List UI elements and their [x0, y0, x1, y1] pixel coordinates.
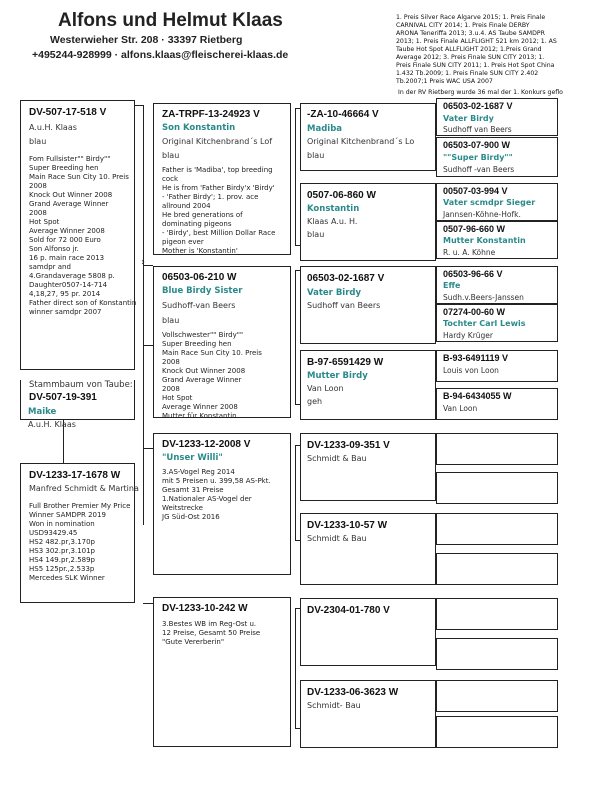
results-line: Taube Hot Spot ALLFLIGHT 2012; 1.Preis Grand — [396, 46, 542, 53]
sire-note: Grand Average Winner — [29, 200, 109, 208]
sire-dam-owner: Sudhoff-van Beers — [162, 301, 236, 310]
dam-note: HS2 482.pr,3.170p — [29, 538, 96, 546]
gen4-owner: R. u. A. Köhne — [443, 248, 496, 257]
rv-note: In der RV Rietberg wurde 36 mal der 1. Konkurs geflo — [398, 89, 563, 96]
sire-note: 2008 — [29, 209, 47, 217]
sire-note: Knock Out Winner 2008 — [29, 191, 113, 199]
dam-sire-ring: DV-1233-12-2008 V — [162, 439, 251, 450]
empty-ancestor-box[interactable] — [436, 472, 558, 504]
dds-box[interactable] — [300, 598, 436, 666]
gen4-ring: 0507-96-660 W — [443, 224, 506, 234]
sss-name: Madiba — [307, 124, 343, 134]
gen4-owner: Van Loon — [443, 404, 478, 413]
dam-dam-note: "Gute Vererberin" — [162, 638, 225, 646]
dam-note: Mercedes SLK Winner — [29, 574, 105, 582]
sire-sire-note: pigeon ever — [162, 238, 204, 246]
sdd-owner: Van Loon — [307, 384, 344, 393]
dam-sire-note: 3.AS-Vogel Reg 2014 — [162, 468, 235, 476]
sire-note: Daughter0507-14-714 — [29, 281, 108, 289]
sire-dam-note: Super Breeding hen — [162, 340, 232, 348]
gen4-name: Tochter Carl Lewis — [443, 319, 526, 328]
ddd-box[interactable] — [300, 680, 436, 748]
gen4-owner: Sudhoff -van Beers — [443, 165, 515, 174]
sire-dam-note: Main Race Sun City 10. Preis — [162, 349, 262, 357]
subject-name: Maike — [28, 407, 57, 417]
sire-color: blau — [29, 137, 47, 146]
gen4-name: ""Super Birdy"" — [443, 153, 513, 162]
dam-sire-note: mit 5 Preisen u. 399,58 AS-Pkt. — [162, 477, 271, 485]
sire-note: Father direct son of Konstantin — [29, 299, 137, 307]
dam-note: HS4 149.pr,2.589p — [29, 556, 96, 564]
sire-sire-note: - 'Father Birdy'; 1. prov. ace — [162, 193, 259, 201]
sire-sire-note: Father is 'Madiba', top breeding — [162, 166, 273, 174]
gen4-box[interactable] — [436, 98, 558, 136]
ddd-ring: DV-1233-06-3623 W — [307, 687, 399, 698]
sire-sire-note: He bred generations of — [162, 211, 243, 219]
sire-sire-note: He is from 'Father Birdy'x 'Birdy' — [162, 184, 275, 192]
dsd-owner: Schmidt & Bau — [307, 534, 367, 543]
empty-ancestor-box[interactable] — [436, 598, 558, 630]
results-line: Tb.2007;1 Preis WAC USA 2007 — [396, 78, 493, 85]
gen4-box[interactable] — [436, 388, 558, 420]
gen4-ring: 00507-03-994 V — [443, 186, 508, 196]
empty-ancestor-box[interactable] — [436, 638, 558, 670]
sire-note: 4.Grandaverage 5808 p. — [29, 272, 115, 280]
dam-sire-note: JG Süd-Ost 2016 — [162, 513, 220, 521]
dam-note: Winner SAMDPR 2019 — [29, 511, 106, 519]
sire-sire-note: Mother is 'Konstantin' — [162, 247, 238, 253]
gen4-box[interactable] — [436, 350, 558, 382]
dam-note: Won in nomination — [29, 520, 95, 528]
sire-dam-note: Vollschwester"" Birdy"" — [162, 331, 244, 339]
gen4-box[interactable] — [436, 266, 558, 304]
dam-note: HS3 302.pr,3.101p — [29, 547, 96, 555]
dds-ring: DV-2304-01-780 V — [307, 605, 390, 616]
results-line: ARONA Teneriffa 2013; 3.u.4. AS Taube SAMDPR — [396, 30, 545, 37]
sire-sire-color: blau — [162, 151, 180, 160]
empty-ancestor-box[interactable] — [436, 433, 558, 465]
subject-ring: DV-507-19-391 — [29, 392, 97, 403]
sire-owner: A.u.H. Klaas — [29, 123, 77, 132]
sire-note: 4,18,27, 95 pr. 2014 — [29, 290, 101, 298]
sire-dam-note: 2008 — [162, 385, 180, 393]
sss-box[interactable] — [300, 103, 436, 171]
dam-sire-name: "Unser Willi" — [162, 453, 223, 463]
sire-sire-note: cock — [162, 175, 179, 183]
breeder-title: Alfons und Helmut Klaas — [58, 10, 283, 31]
gen4-ring: 06503-96-66 V — [443, 269, 503, 279]
gen4-box[interactable] — [436, 304, 558, 342]
ssd-owner: Klaas A.u. H. — [307, 217, 358, 226]
gen4-owner: Sudh.v.Beers-Janssen — [443, 293, 524, 302]
sire-sire-note: dominating pigeons — [162, 220, 232, 228]
breeder-address: Westerwieher Str. 208 · 33397 Rietberg — [50, 34, 243, 46]
ssd-box[interactable] — [300, 183, 436, 261]
dam-note: Full Brother Premier My Price — [29, 502, 131, 510]
dam-sire-box[interactable] — [153, 433, 291, 575]
sds-name: Vater Birdy — [307, 288, 362, 298]
empty-ancestor-box[interactable] — [436, 553, 558, 585]
gen4-owner: Louis von Loon — [443, 366, 499, 375]
sire-sire-box[interactable] — [153, 103, 291, 255]
sire-sire-note: allround 2004 — [162, 202, 211, 210]
gen4-owner: Jannsen-Köhne-Hofk. — [443, 210, 521, 219]
sire-note: Sold for 72 000 Euro — [29, 236, 101, 244]
sire-note: Super Breeding hen — [29, 164, 99, 172]
gen4-ring: 07274-00-60 W — [443, 307, 506, 317]
gen4-name: Mutter Konstantin — [443, 236, 526, 245]
sire-note: winner samdpr 2007 — [29, 308, 102, 316]
empty-ancestor-box[interactable] — [436, 513, 558, 545]
dam-dam-box[interactable] — [153, 597, 291, 747]
sire-dam-note: Knock Out Winner 2008 — [162, 367, 246, 375]
dsd-box[interactable] — [300, 513, 436, 585]
sire-ring: DV-507-17-518 V — [29, 107, 107, 118]
ddd-owner: Schmidt- Bau — [307, 701, 361, 710]
subject-owner: A.u.H. Klaas — [28, 420, 76, 429]
sdd-color: geh — [307, 397, 323, 406]
sire-sire-name: Son Konstantin — [162, 123, 236, 133]
sire-note: Son Alfonso jr. — [29, 245, 79, 253]
gen4-box[interactable] — [436, 183, 558, 221]
dss-owner: Schmidt & Bau — [307, 454, 367, 463]
sire-sire-note: - 'Birdy', best Million Dollar Race — [162, 229, 276, 237]
dam-note: USD93429.45 — [29, 529, 78, 537]
gen4-ring: B-94-6434055 W — [443, 391, 512, 401]
dam-sire-note: Weitstrecke — [162, 504, 203, 512]
sire-note: Main Race Sun City 10. Preis — [29, 173, 129, 181]
dam-dam-note: 3.Bestes WB im Reg-Ost u. — [162, 620, 257, 628]
sire-box[interactable] — [20, 100, 135, 370]
sire-dam-name: Blue Birdy Sister — [162, 286, 243, 296]
sire-note: Hot Spot — [29, 218, 60, 226]
gen4-ring: 06503-07-900 W — [443, 140, 511, 150]
gen4-ring: 06503-02-1687 V — [443, 101, 513, 111]
sdd-name: Mutter Birdy — [307, 371, 368, 381]
sds-ring: 06503-02-1687 V — [307, 273, 385, 284]
gen4-ring: B-93-6491119 V — [443, 353, 509, 363]
results-line: 1.432 Tb.2009; 1. Preis Finale SUN CITY 2.402 — [396, 70, 539, 77]
gen4-name: Vater scmdpr Sieger — [443, 198, 536, 207]
empty-ancestor-box[interactable] — [436, 716, 558, 748]
empty-ancestor-box[interactable] — [436, 680, 558, 712]
sss-color: blau — [307, 151, 325, 160]
dam-dam-note: 12 Preise, Gesamt 50 Preise — [162, 629, 261, 637]
dam-note: HS5 125pr.,2.533p — [29, 565, 95, 573]
gen4-box[interactable] — [436, 221, 558, 259]
sds-box[interactable] — [300, 266, 436, 344]
sire-note: samdpr and — [29, 263, 71, 271]
gen4-box[interactable] — [436, 137, 558, 177]
results-line: 1. Preis Silver Race Algarve 2015; 1. Preis Finale — [396, 14, 546, 21]
sire-dam-note: Average Winner 2008 — [162, 403, 238, 411]
breeder-contact: +495244-928999 · alfons.klaas@fleischerei-klaas.de — [32, 49, 289, 61]
gen4-owner: Hardy Krüger — [443, 331, 493, 340]
dam-dam-ring: DV-1233-10-242 W — [162, 603, 248, 614]
dam-ring: DV-1233-17-1678 W — [29, 470, 121, 481]
gen4-owner: Sudhoff van Beers — [443, 125, 512, 134]
gen4-name: Effe — [443, 281, 461, 290]
results-line: CARNIVAL CITY 2014; 1. Preis Finale DERBY — [396, 22, 530, 29]
sire-dam-note: Hot Spot — [162, 394, 193, 402]
sdd-box[interactable] — [300, 350, 436, 420]
sire-note: Average Winner 2008 — [29, 227, 105, 235]
sdd-ring: B-97-6591429 W — [307, 357, 384, 368]
subject-caption: Stammbaum von Taube: — [29, 380, 133, 390]
sire-sire-owner: Original Kitchenbrand´s Lof — [162, 137, 273, 146]
dsd-ring: DV-1233-10-57 W — [307, 520, 388, 531]
sire-dam-box[interactable] — [153, 266, 291, 418]
dss-ring: DV-1233-09-351 V — [307, 440, 390, 451]
results-line: 2013; 1. Preis Finale ALLFLIGHT 521 km 2012; 1. AS — [396, 38, 557, 45]
sire-note: 16 p. main race 2013 — [29, 254, 105, 262]
sire-dam-ring: 06503-06-210 W — [162, 272, 237, 283]
gen4-name: Vater Birdy — [443, 114, 494, 123]
dam-sire-note: 1.Nationaler AS-Vogel der — [162, 495, 252, 503]
ssd-name: Konstantin — [307, 204, 360, 214]
dam-owner: Manfred Schmidt & Martina — [29, 484, 139, 493]
sire-note: 2008 — [29, 182, 47, 190]
sss-owner: Original Kitchenbrand´s Lo — [307, 137, 415, 146]
sire-dam-note: 2008 — [162, 358, 180, 366]
sss-ring: -ZA-10-46664 V — [307, 109, 379, 120]
sire-sire-ring: ZA-TRPF-13-24923 V — [162, 109, 260, 120]
results-line: Preis Finale SUN CITY 2011; 1. Preis Hot Spot China — [396, 62, 555, 69]
ssd-ring: 0507-06-860 W — [307, 190, 376, 201]
dam-sire-note: Gesamt 31 Preise — [162, 486, 224, 494]
sds-owner: Sudhoff van Beers — [307, 301, 381, 310]
sire-dam-note: Grand Average Winner — [162, 376, 242, 384]
results-line: Average 2012; 3. Preis Finale SUN CITY 2013; 1. — [396, 54, 545, 61]
dam-box[interactable] — [20, 463, 139, 603]
sire-dam-color: blau — [162, 316, 180, 325]
dss-box[interactable] — [300, 433, 436, 501]
sire-note: Fom Fullsister"" Birdy"" — [29, 155, 111, 163]
subject-details — [20, 403, 135, 435]
sire-dam-note: Mutter für Konstantin — [162, 412, 237, 417]
ssd-color: blau — [307, 230, 325, 239]
